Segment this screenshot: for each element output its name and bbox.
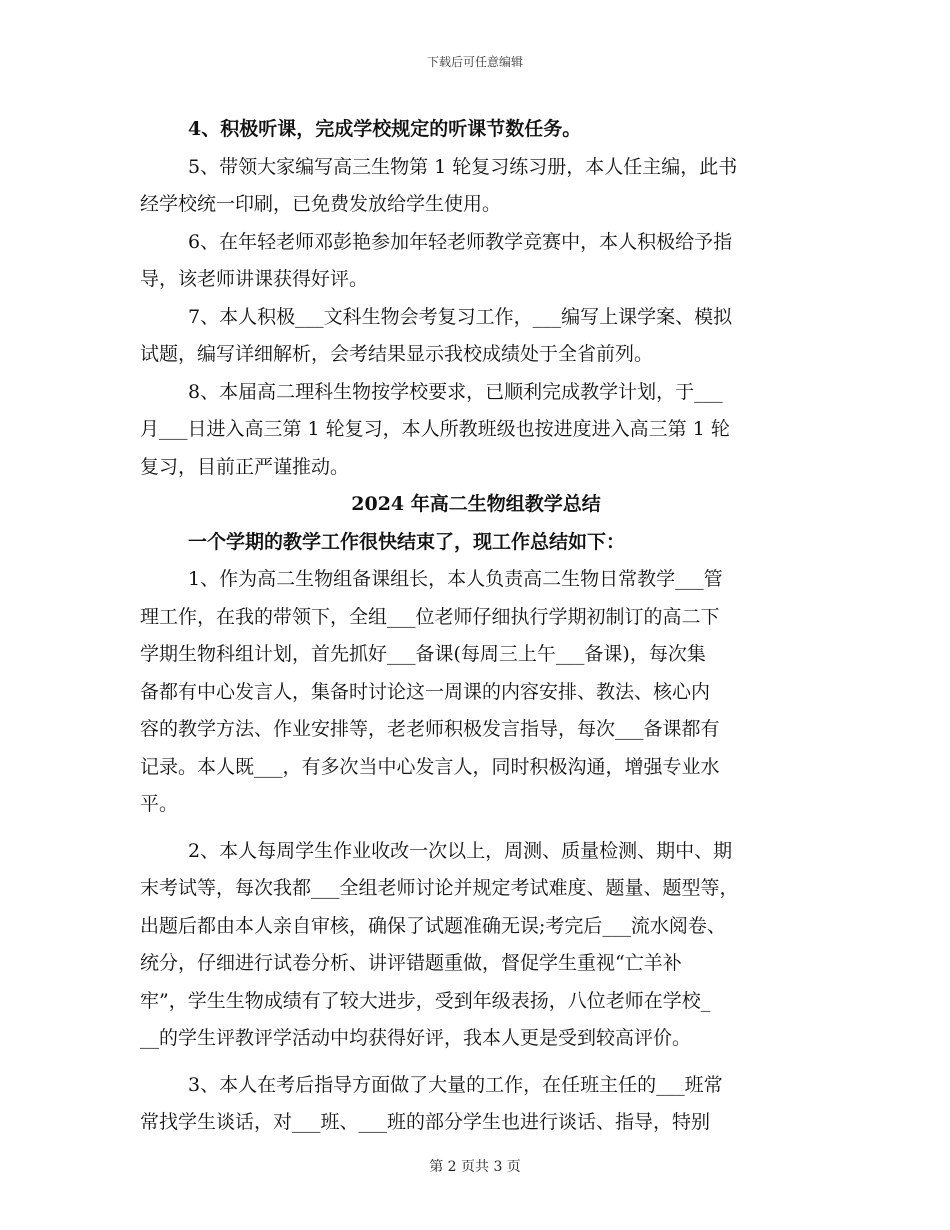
text-line: 常找学生谈话，对___班、___班的部分学生也进行谈话、指导，特别 <box>140 1111 711 1133</box>
text-line: 出题后都由本人亲自审核，确保了试题准确无误;考完后___流水阅卷、 <box>140 914 726 937</box>
document-body <box>140 111 812 1142</box>
summary-item-3 <box>140 1067 812 1142</box>
text-line: __的学生评教评学活动中均获得好评，我本人更是受到较高评价。 <box>140 1027 692 1049</box>
text-line: 4、积极听课，完成学校规定的听课节数任务。 <box>188 118 582 140</box>
paragraph-item-5 <box>140 149 812 224</box>
text-line: 5、带领大家编写高三生物第 1 轮复习练习册，本人任主编，此书 <box>188 155 738 178</box>
text-line: 月___日进入高三第 1 轮复习，本人所教班级也按进度进入高三第 1 轮 <box>140 418 730 440</box>
text-line: 经学校统一印刷，已免费发放给学生使用。 <box>140 193 502 215</box>
text-line: 学期生物科组计划，首先抓好___备课(每周三上午___备课)，每次集 <box>140 643 706 665</box>
text-line: 末考试等，每次我都___全组老师讨论并规定考试难度、题量、题型等， <box>140 877 739 899</box>
text-line: 容的教学方法、作业安排等，老老师积极发言指导，每次___备课都有 <box>140 718 720 740</box>
text-line: 导，该老师讲课获得好评。 <box>140 268 369 290</box>
paragraph-item-6 <box>140 224 812 299</box>
text-line: 8、本届高二理科生物按学校要求，已顺利完成教学计划，于___ <box>188 380 723 403</box>
text-line: 6、在年轻老师邓彭艳参加年轻老师教学竞赛中，本人积极给予指 <box>188 230 733 253</box>
text-line: 统分，仔细进行试卷分析、讲评错题重做，督促学生重视“亡羊补 <box>140 952 682 974</box>
text-line: 记录。本人既___，有多次当中心发言人，同时积极沟通，增强专业水 <box>140 755 720 778</box>
paragraph-item-4 <box>140 111 812 149</box>
text-line: 1、作为高二生物组备课组长，本人负责高二生物日常教学___管 <box>188 568 723 590</box>
text-line: 试题，编写详细解析，会考结果显示我校成绩处于全省前列。 <box>140 343 654 365</box>
page-header: 下载后可任意编辑 <box>426 55 523 69</box>
paragraph-item-7 <box>140 299 812 374</box>
page-footer: 第 2 页共 3 页 <box>429 1159 521 1175</box>
text-line: 一个学期的教学工作很快结束了，现工作总结如下： <box>188 530 626 553</box>
text-line: 平。 <box>140 793 179 815</box>
text-line: 牢”，学生生物成绩有了较大进步，受到年级表扬，八位老师在学校_ <box>140 989 711 1012</box>
intro-sentence <box>140 524 812 562</box>
text-line: 理工作，在我的带领下，全组___位老师仔细执行学期初制订的高二下 <box>140 605 720 628</box>
text-line: 2、本人每周学生作业收改一次以上，周测、质量检测、期中、期 <box>188 839 733 862</box>
text-line: 7、本人积极___文科生物会考复习工作，___编写上课学案、模拟 <box>188 305 733 328</box>
text-line: 复习，目前正严谨推动。 <box>140 455 350 478</box>
text-line: 3、本人在考后指导方面做了大量的工作，在任班主任的___班常 <box>188 1073 723 1096</box>
section-title <box>140 486 812 524</box>
paragraph-item-8 <box>140 374 812 487</box>
title-text: 2024 年高二生物组教学总结 <box>351 493 601 515</box>
summary-item-2 <box>140 833 812 1058</box>
summary-item-1 <box>140 561 812 824</box>
text-line: 备都有中心发言人，集备时讨论这一周课的内容安排、教法、核心内 <box>140 680 711 703</box>
